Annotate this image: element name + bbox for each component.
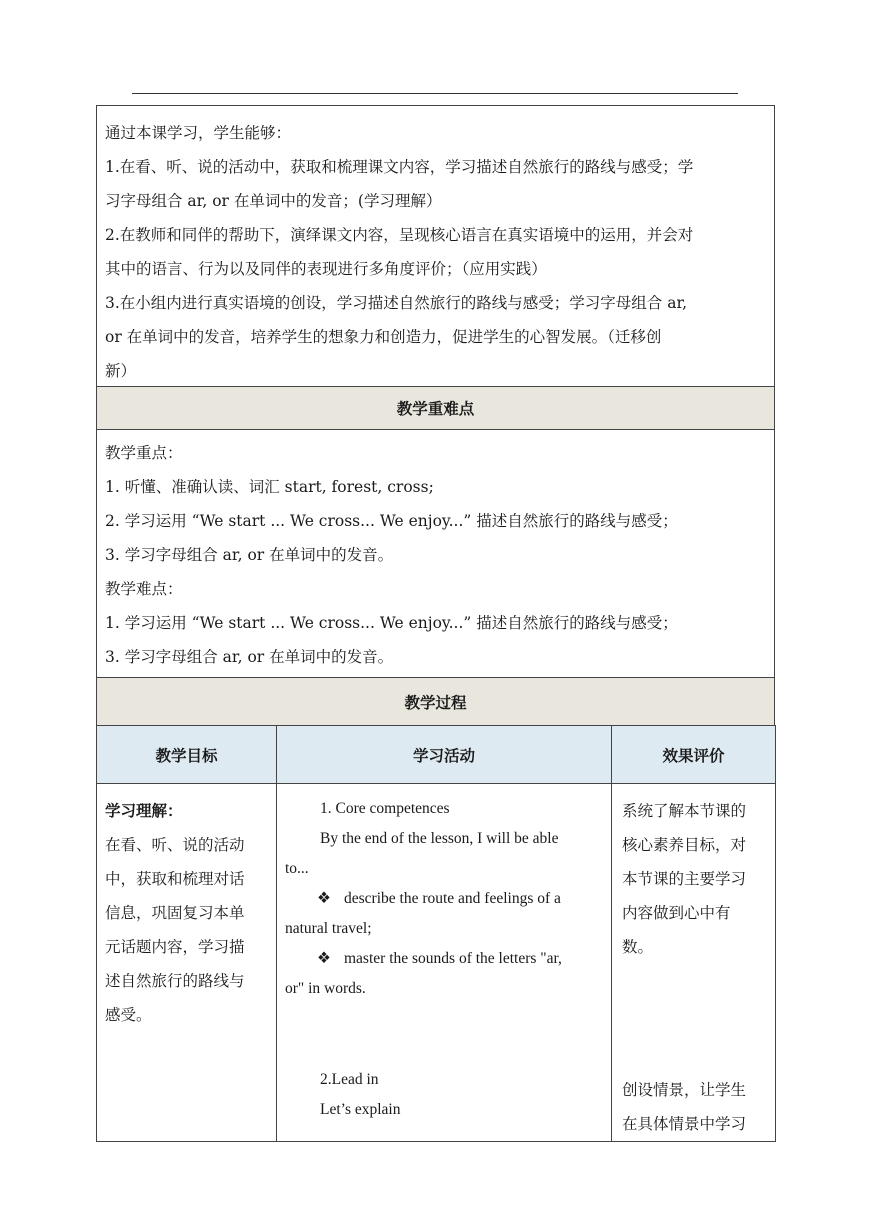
key-points-section bbox=[96, 429, 775, 677]
objectives-line: 新） bbox=[105, 362, 137, 380]
bullet-text-continued: or" in words. bbox=[285, 980, 366, 997]
objectives-line: 通过本课学习，学生能够： bbox=[105, 124, 292, 142]
key-point-line: 教学重点： bbox=[105, 444, 183, 462]
goal-line: 信息，巩固复习本单 bbox=[105, 904, 245, 922]
bullet-text: describe the route and feelings of a bbox=[344, 890, 561, 907]
bullet-text: master the sounds of the letters "ar, bbox=[344, 950, 562, 967]
bullet-text-continued: natural travel; bbox=[285, 920, 372, 937]
spacer bbox=[285, 1004, 603, 1065]
lesson-plan-sheet bbox=[96, 105, 775, 1142]
goal-line: 在看、听、说的活动 bbox=[105, 836, 245, 854]
evaluation-line: 创设情景，让学生 bbox=[622, 1081, 747, 1099]
key-point-line: 1. 学习运用 “We start ... We cross... We enjoy...” 描述自然旅行的路线与感受； bbox=[105, 614, 678, 632]
key-points-heading: 教学重难点 bbox=[96, 386, 775, 429]
diamond-bullet-icon: ❖ bbox=[317, 950, 331, 967]
evaluation-line: 系统了解本节课的 bbox=[622, 802, 747, 820]
objectives-line: 3.在小组内进行真实语境的创设，学习描述自然旅行的路线与感受；学习字母组合 ar, bbox=[105, 294, 688, 312]
evaluation-line: 内容做到心中有 bbox=[622, 904, 731, 922]
core-intro-line: to... bbox=[285, 860, 309, 877]
goal-line: 中，获取和梳理对话 bbox=[105, 870, 245, 888]
lets-explain-text: Let’s explain bbox=[320, 1101, 401, 1118]
process-table bbox=[96, 725, 776, 1142]
key-point-line: 教学难点： bbox=[105, 580, 183, 598]
column-header-goal: 教学目标 bbox=[97, 726, 277, 784]
goal-line: 元话题内容，学习描 bbox=[105, 938, 245, 956]
core-competences-title: 1. Core competences bbox=[320, 800, 450, 817]
evaluation-line: 在具体情景中学习 bbox=[622, 1115, 747, 1133]
evaluation-line: 核心素养目标，对 bbox=[622, 836, 747, 854]
objectives-line: 2.在教师和同伴的帮助下，演绎课文内容，呈现核心语言在真实语境中的运用，并会对 bbox=[105, 226, 694, 244]
key-point-line: 2. 学习运用 “We start ... We cross... We enjoy...” 描述自然旅行的路线与感受； bbox=[105, 512, 678, 530]
evaluation-line: 本节课的主要学习 bbox=[622, 870, 747, 888]
evaluation-line: 数。 bbox=[622, 938, 654, 956]
objectives-line: or 在单词中的发音，培养学生的想象力和创造力，促进学生的心智发展。（迁移创 bbox=[105, 328, 662, 346]
bullet-item bbox=[285, 884, 603, 914]
core-intro-line: By the end of the lesson, I will be able bbox=[320, 830, 559, 847]
key-point-line: 3. 学习字母组合 ar, or 在单词中的发音。 bbox=[105, 648, 394, 666]
objectives-section bbox=[96, 105, 775, 386]
goal-label: 学习理解： bbox=[105, 802, 183, 820]
key-point-line: 1. 听懂、准确认读、词汇 start, forest, cross; bbox=[105, 478, 434, 496]
key-point-line: 3. 学习字母组合 ar, or 在单词中的发音。 bbox=[105, 546, 394, 564]
objectives-line: 1.在看、听、说的活动中，获取和梳理课文内容，学习描述自然旅行的路线与感受；学 bbox=[105, 158, 694, 176]
objectives-line: 习字母组合 ar, or 在单词中的发音；(学习理解） bbox=[105, 192, 442, 210]
evaluation-cell bbox=[612, 784, 776, 1142]
goal-cell bbox=[97, 784, 277, 1142]
activity-cell bbox=[277, 784, 612, 1142]
objectives-line: 其中的语言、行为以及同伴的表现进行多角度评价；（应用实践） bbox=[105, 260, 547, 278]
process-heading: 教学过程 bbox=[96, 677, 775, 725]
spacer bbox=[622, 964, 767, 1073]
diamond-bullet-icon: ❖ bbox=[317, 890, 331, 907]
column-header-evaluation: 效果评价 bbox=[612, 726, 776, 784]
table-row bbox=[97, 784, 776, 1142]
lead-in-title: 2.Lead in bbox=[320, 1071, 379, 1088]
header-rule bbox=[132, 93, 738, 94]
column-header-activity: 学习活动 bbox=[277, 726, 612, 784]
bullet-item bbox=[285, 944, 603, 974]
goal-line: 述自然旅行的路线与 bbox=[105, 972, 245, 990]
goal-line: 感受。 bbox=[105, 1006, 152, 1024]
